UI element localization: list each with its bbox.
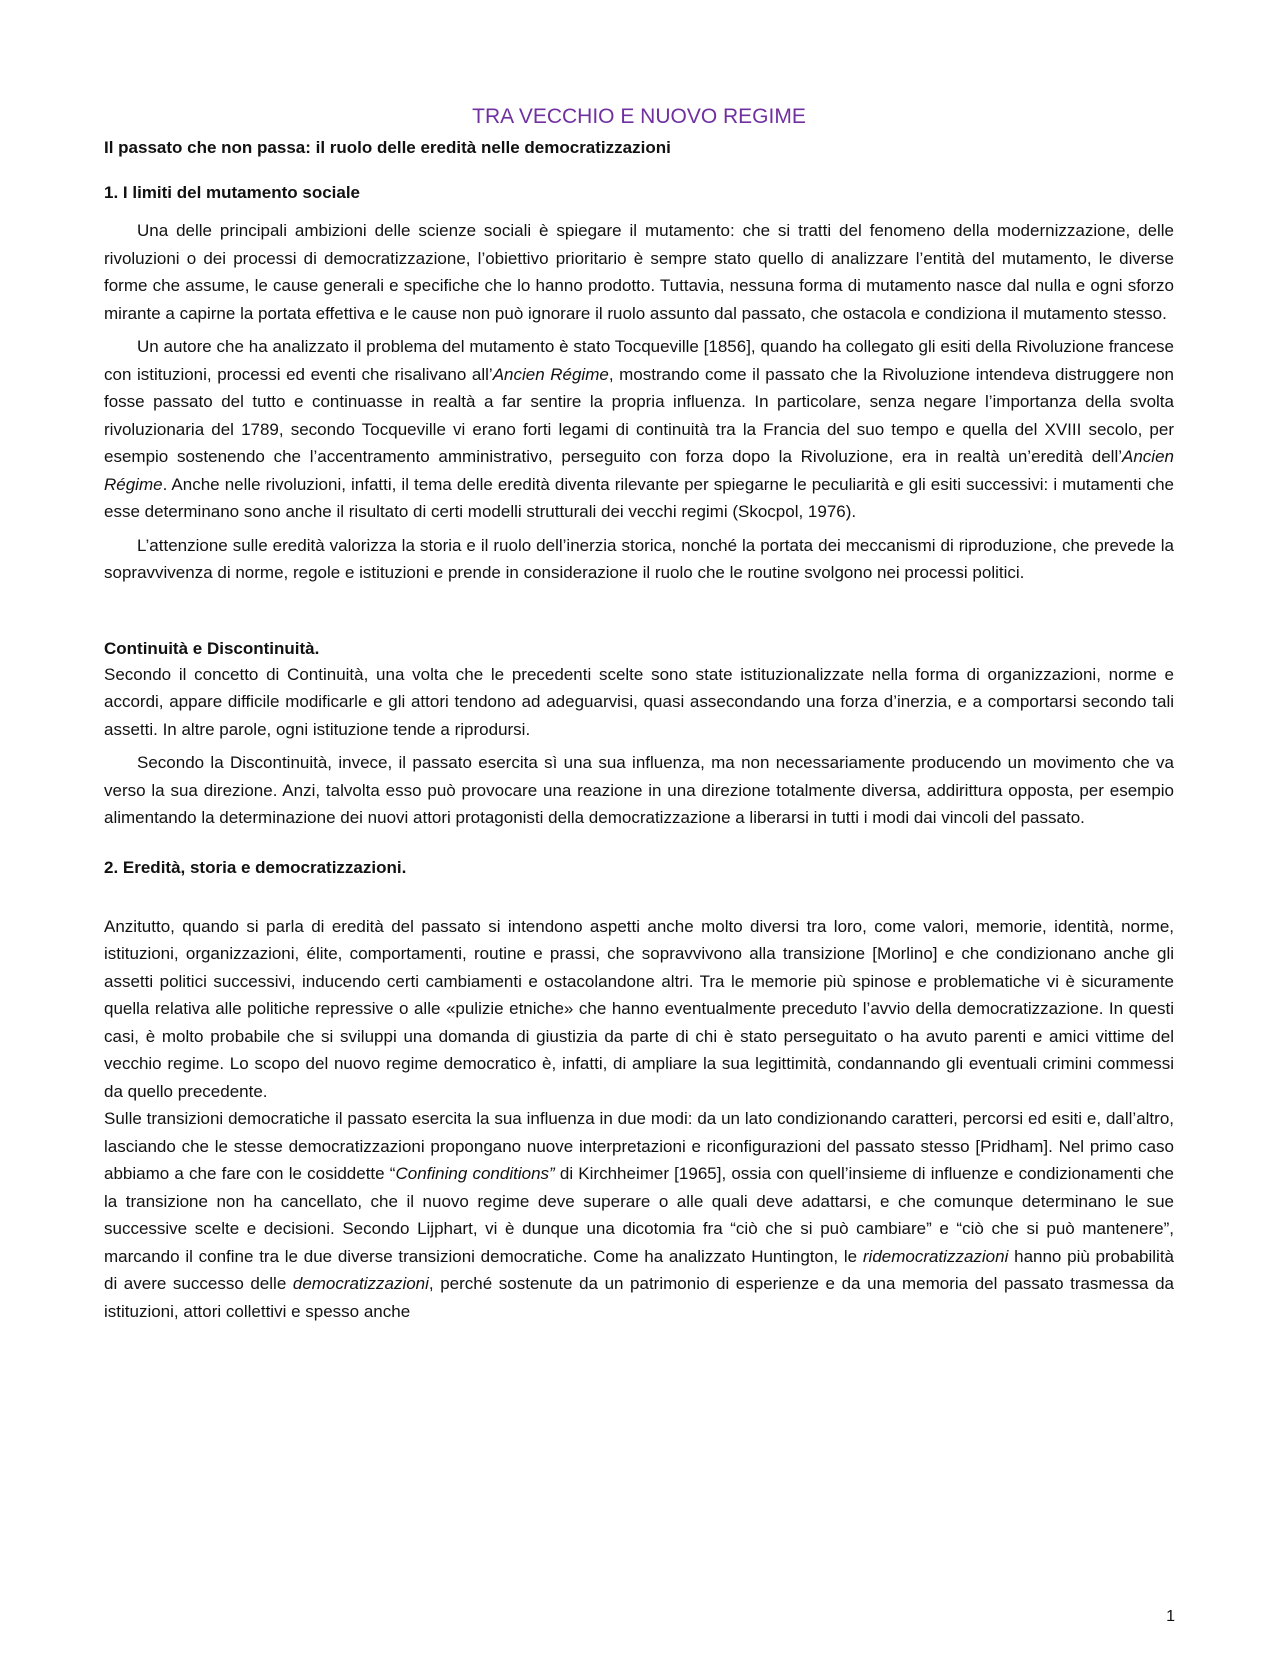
document-title: TRA VECCHIO E NUOVO REGIME [472,105,806,128]
section-1-paragraph-2: Un autore che ha analizzato il problema del mutamento è stato Tocqueville [1856], quando ha collegato gli esiti della Rivoluzione francese con istituzioni, processi ed eventi che risalivano all’Ancien Régime, mostrando come il passato che la Rivoluzione intendeva distruggere non fosse passato del tutto e continuasse in realtà a far sentire la propria influenza. In particolare, senza negare l’importanza della svolta rivoluzionaria del 1789, secondo Tocqueville vi erano forti legami di continuità tra la Francia del suo tempo e quella del XVIII secolo, per esempio sostenendo che l’accentramento amministrativo, perseguito con forza dopo la Rivoluzione, era in realtà un’eredità dell’Ancien Régime. Anche nelle rivoluzioni, infatti, il tema delle eredità diventa rilevante per spiegarne le peculiarità e gli esiti successivi: i mutamenti che esse determinano sono anche il risultato di certi modelli strutturali dei vecchi regimi (Skocpol, 1976). [104,337,1174,521]
document-subtitle: Il passato che non passa: il ruolo delle eredità nelle democratizzazioni [104,138,671,157]
continuity-paragraph-2: Secondo la Discontinuità, invece, il passato esercita sì una sua influenza, ma non necessariamente producendo un movimento che va verso la sua direzione. Anzi, talvolta esso può provocare una reazione in una direzione totalmente diversa, addirittura opposta, per esempio alimentando la determinazione dei nuovi attori protagonisti della democratizzazione a liberarsi in tutti i modi dai vincoli del passato. [104,753,1174,827]
section-2-heading: 2. Eredità, storia e democratizzazioni. [104,857,407,877]
continuity-heading: Continuità e Discontinuità. [104,638,320,658]
continuity-paragraph-1: Secondo il concetto di Continuità, una volta che le precedenti scelte sono state istituzionalizzate nella forma di organizzazioni, norme e accordi, appare difficile modificarle e gli attori tendono ad adeguarvisi, quasi assecondando una forza d’inerzia, e a comportarsi secondo tali assetti. In altre parole, ogni istituzione tende a riprodursi. [104,664,1174,739]
section-1-paragraph-3: L’attenzione sulle eredità valorizza la storia e il ruolo dell’inerzia storica, nonché la portata dei meccanismi di riproduzione, che prevede la sopravvivenza di norme, regole e istituzioni e prende in considerazione il ruolo che le routine svolgono nei processi politici. [104,535,1174,582]
section-2-paragraph-1: Anzitutto, quando si parla di eredità del passato si intendono aspetti anche molto diversi tra loro, come valori, memorie, identità, norme, istituzioni, organizzazioni, élite, comportamenti, routine e prassi, che sopravvivono alla transizione [Morlino] e che condizionano anche gli assetti politici successivi, inducendo certi cambiamenti e ostacolandone altri. Tra le memorie più spinose e problematiche vi è sicuramente quella relativa alle politiche repressive o alle «pulizie etniche» che hanno eventualmente preceduto l’avvio della democratizzazione. In questi casi, è molto probabile che si sviluppi una domanda di giustizia da parte di chi è stato perseguitato o ha avuto parenti e amici vittime del vecchio regime. Lo scopo del nuovo regime democratico è, infatti, di ampliare la sua legittimità, condannando gli eventuali crimini commessi da quello precedente. [104,916,1174,1101]
page-number: 1 [1166,1608,1175,1625]
document-page [104,100,1174,1325]
section-1-paragraph-1: Una delle principali ambizioni delle scienze sociali è spiegare il mutamento: che si tratti del fenomeno della modernizzazione, delle rivoluzioni o dei processi di democratizzazione, l’obiettivo prioritario è sempre stato quello di analizzare l’entità del mutamento, le diverse forme che assume, le cause generali e specifiche che lo hanno prodotto. Tuttavia, nessuna forma di mutamento nasce dal nulla e ogni sforzo mirante a capirne la portata effettiva e le cause non può ignorare il ruolo assunto dal passato, che ostacola e condiziona il mutamento stesso. [104,221,1174,323]
section-2-paragraph-2: Sulle transizioni democratiche il passato esercita la sua influenza in due modi: da un lato condizionando caratteri, percorsi ed esiti e, dall’altro, lasciando che le stesse democratizzazioni propongano nuove interpretazioni e riconfigurazioni del passato stesso [Pridham]. Nel primo caso abbiamo a che fare con le cosiddette “Confining conditions” di Kirchheimer [1965], ossia con quell’insieme di influenze e condizionamenti che la transizione non ha cancellato, che il nuovo regime deve superare o alle quali deve adattarsi, e che comunque determinano le sue successive scelte e decisioni. Secondo Lijphart, vi è dunque una dicotomia fra “ciò che si può cambiare” e “ciò che si può mantenere”, marcando il confine tra le due diverse transizioni democratiche. Come ha analizzato Huntington, le ridemocratizzazioni hanno più probabilità di avere successo delle democratizzazioni, perché sostenute da un patrimonio di esperienze e da una memoria del passato trasmessa da istituzioni, attori collettivi e spesso anche [104,1109,1175,1321]
section-1-heading: 1. I limiti del mutamento sociale [104,183,361,202]
